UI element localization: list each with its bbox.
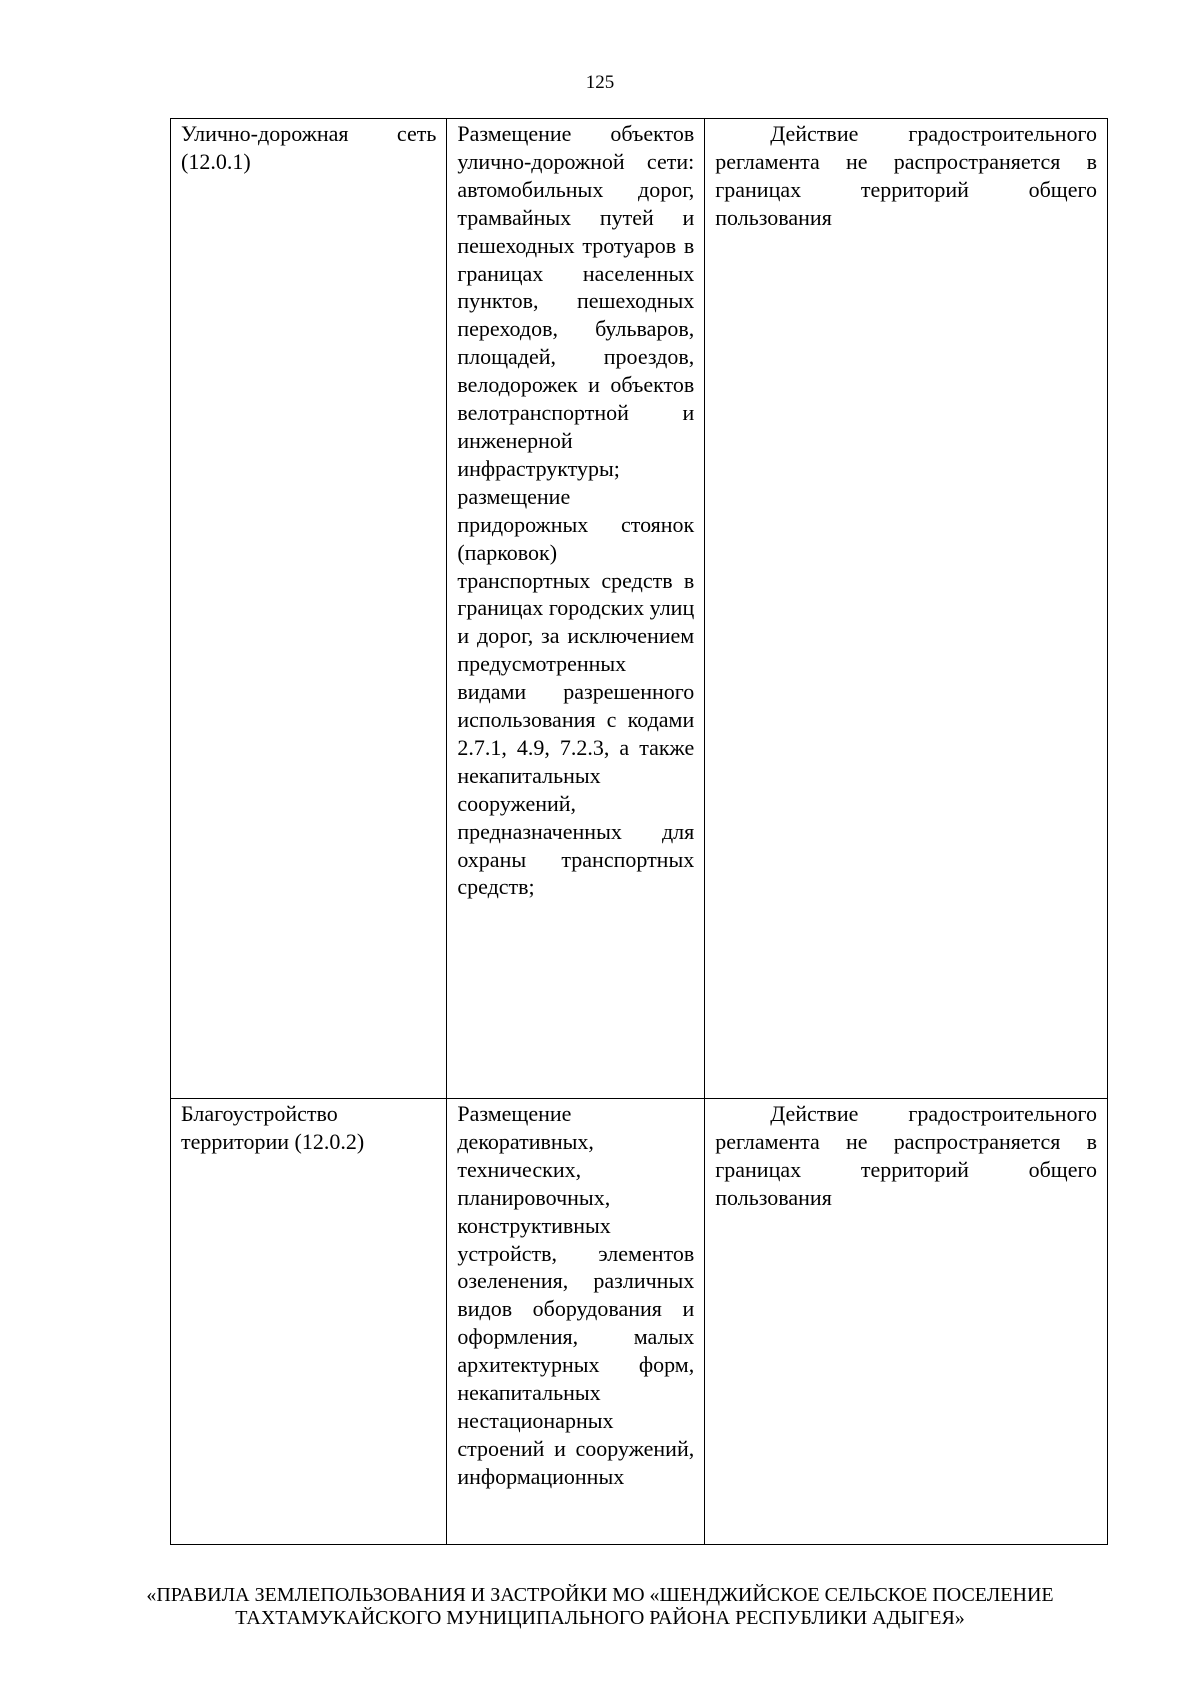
footer-line-2: ТАХТАМУКАЙСКОГО МУНИЦИПАЛЬНОГО РАЙОНА РЕСПУБЛИКИ АДЫГЕЯ» — [235, 1607, 965, 1629]
land-use-type-cell: Благоустройство территории (12.0.2) — [171, 1099, 447, 1545]
description-cell: Размещение объектов улично-дорожной сети: автомобильных дорог, трамвайных путей и пешеходных тротуаров в границах населенных пунктов, пешеходных переходов, бульваров, площадей, проездов, велодорожек и объектов велотранспортной и инженерной инфраструктуры; размещение придорожных стоянок (парковок) транспортных средств в границах городских улиц и дорог, за исключением предусмотренных видами разрешенного использования с кодами 2.7.1, 4.9, 7.2.3, а также некапитальных сооружений, предназначенных для охраны транспортных средств; — [447, 119, 705, 1099]
regulation-cell: Действие градостроительного регламента не распространяется в границах территорий общего пользования — [705, 1099, 1108, 1545]
regulation-cell: Действие градостроительного регламента не распространяется в границах территорий общего пользования — [705, 119, 1108, 1099]
land-use-table — [170, 118, 1108, 1545]
document-footer — [0, 1584, 1200, 1630]
footer-line-1: «ПРАВИЛА ЗЕМЛЕПОЛЬЗОВАНИЯ И ЗАСТРОЙКИ МО «ШЕНДЖИЙСКОЕ СЕЛЬСКОЕ ПОСЕЛЕНИЕ — [146, 1584, 1054, 1606]
table-row — [171, 1099, 1108, 1545]
table-row — [171, 119, 1108, 1099]
land-use-type-cell: Улично-дорожная сеть (12.0.1) — [171, 119, 447, 1099]
page-number: 125 — [585, 72, 615, 93]
description-cell: Размещение декоративных, технических, планировочных, конструктивных устройств, элементов озеленения, различных видов оборудования и оформления, малых архитектурных форм, некапитальных нестационарных строений и сооружений, информационных — [447, 1099, 705, 1545]
